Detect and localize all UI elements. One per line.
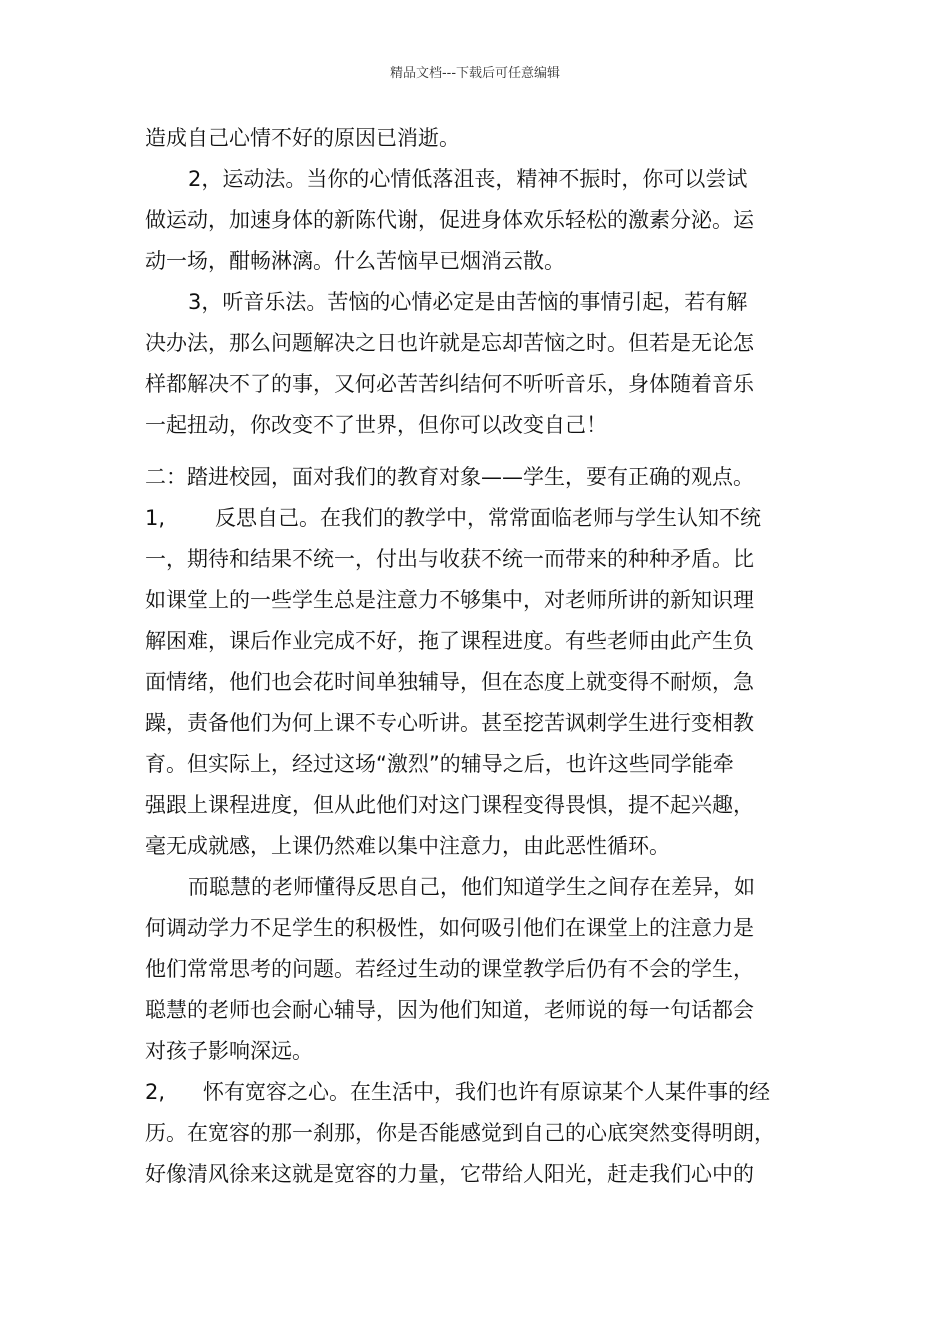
paragraph-line: 如课堂上的一些学生总是注意力不够集中，对老师所讲的新知识理 xyxy=(145,588,754,612)
paragraph-line: 样都解决不了的事，又何必苦苦纠结何不听听音乐，身体随着音乐 xyxy=(145,372,754,396)
paragraph-line: 解困难，课后作业完成不好，拖了课程进度。有些老师由此产生负 xyxy=(145,629,754,653)
paragraph-line: 好像清风徐来这就是宽容的力量，它带给人阳光，赶走我们心中的 xyxy=(145,1162,754,1186)
paragraph-line: 怀有宽容之心。在生活中，我们也许有原谅某个人某件事的经 xyxy=(203,1080,770,1104)
paragraph-line: 造成自己心情不好的原因已消逝。 xyxy=(145,126,460,150)
paragraph-line: 育。但实际上，经过这场“激烈”的辅导之后，也许这些同学能牵 xyxy=(145,752,734,776)
paragraph-line: 做运动，加速身体的新陈代谢，促进身体欢乐轻松的激素分泌。运 xyxy=(145,208,754,232)
paragraph-line: 对孩子影响深远。 xyxy=(145,1039,313,1063)
paragraph-line: 3，听音乐法。苦恼的心情必定是由苦恼的事情引起，若有解 xyxy=(188,290,748,314)
paragraph-line: 2，运动法。当你的心情低落沮丧，精神不振时，你可以尝试 xyxy=(188,167,748,191)
paragraph-line: 动一场，酣畅淋漓。什么苦恼早已烟消云散。 xyxy=(145,249,565,273)
paragraph-line: 强跟上课程进度，但从此他们对这门课程变得畏惧，提不起兴趣， xyxy=(145,793,754,817)
paragraph-line: 躁，责备他们为何上课不专心听讲。甚至挖苦讽刺学生进行变相教 xyxy=(145,711,754,735)
paragraph-line: 决办法，那么问题解决之日也许就是忘却苦恼之时。但若是无论怎 xyxy=(145,331,754,355)
section-heading: 二：踏进校园，面对我们的教育对象——学生，要有正确的观点。 xyxy=(145,465,754,489)
paragraph-line: 何调动学力不足学生的积极性，如何吸引他们在课堂上的注意力是 xyxy=(145,916,754,940)
paragraph-line: 他们常常思考的问题。若经过生动的课堂教学后仍有不会的学生， xyxy=(145,957,754,981)
item-number: 2, xyxy=(145,1080,166,1104)
paragraph-line: 毫无成就感，上课仍然难以集中注意力，由此恶性循环。 xyxy=(145,834,670,858)
document-body xyxy=(145,118,825,1195)
numbered-item-line xyxy=(145,1072,825,1113)
paragraph-line: 历。在宽容的那一刹那，你是否能感觉到自己的心底突然变得明朗， xyxy=(145,1121,775,1145)
paragraph-line: 反思自己。在我们的教学中，常常面临老师与学生认知不统 xyxy=(215,506,761,530)
paragraph-gap xyxy=(145,446,825,457)
paragraph-line: 而聪慧的老师懂得反思自己，他们知道学生之间存在差异，如 xyxy=(188,875,755,899)
paragraph-line: 面情绪，他们也会花时间单独辅导，但在态度上就变得不耐烦，急 xyxy=(145,670,754,694)
paragraph-line: 一，期待和结果不统一，付出与收获不统一而带来的种种矛盾。比 xyxy=(145,547,754,571)
page-header: 精品文档---下载后可任意编辑 xyxy=(389,66,561,81)
paragraph-line: 一起扭动，你改变不了世界，但你可以改变自己！ xyxy=(145,413,607,437)
numbered-item-line xyxy=(145,498,825,539)
item-number: 1, xyxy=(145,506,166,530)
paragraph-line: 聪慧的老师也会耐心辅导，因为他们知道，老师说的每一句话都会 xyxy=(145,998,754,1022)
